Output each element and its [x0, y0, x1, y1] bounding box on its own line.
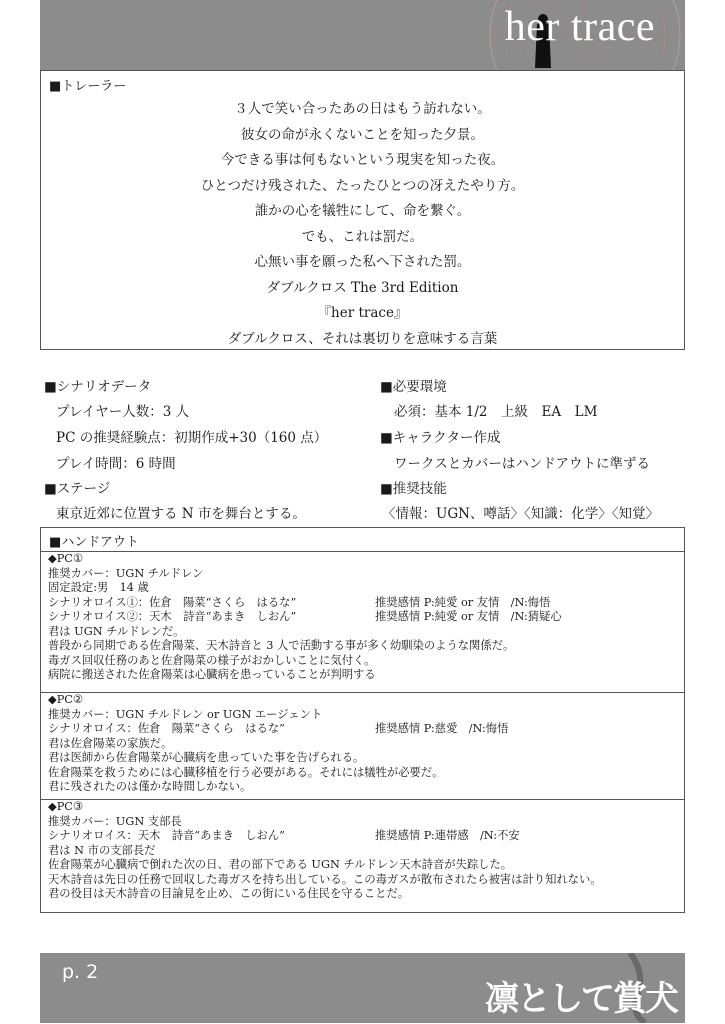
handout-row — [41, 800, 684, 815]
handout-row-text: 君は N 市の支部長だ — [48, 843, 156, 857]
document-title: her trace — [504, 4, 655, 50]
scenario-exp: PC の推奨経験点：初期作成+30（160 点） — [56, 430, 328, 446]
page-number: p. 2 — [62, 961, 99, 983]
scenario-heading: ■シナリオデータ — [44, 379, 152, 395]
character-text: ワークスとカバーはハンドアウトに準ずる — [394, 456, 650, 472]
handout-row — [41, 567, 684, 582]
handout-row — [41, 610, 684, 625]
skills-heading: ■推奨技能 — [380, 481, 447, 497]
stage-heading: ■ステージ — [44, 481, 111, 497]
recommended-emotion: 推奨感情 P:純愛 or 友情 /N:悔悟 — [375, 595, 551, 609]
trailer-line: 『her trace』 — [317, 305, 408, 321]
handout-row — [41, 596, 684, 611]
handout-row — [41, 625, 684, 640]
handout-row — [41, 815, 684, 830]
scenario-players: プレイヤー人数：3 人 — [56, 404, 190, 420]
handout-row — [41, 766, 684, 781]
trailer-line: ひとつだけ残された、たったひとつの冴えたやり方。 — [200, 177, 525, 194]
skills-text: 〈情報：UGN、噂話〉〈知識：化学〉〈知覚〉 — [382, 506, 659, 522]
trailer-line: ダブルクロス The 3rd Edition — [266, 279, 459, 296]
trailer-box — [40, 70, 685, 350]
trailer-text — [41, 97, 684, 352]
header-bar — [40, 0, 685, 70]
handout-row-text: 推奨カバー：UGN チルドレン — [48, 566, 204, 580]
recommended-emotion: 推奨感情 P:連帯感 /N:不安 — [375, 829, 520, 842]
trailer-line: 今できる事は何もないという現実を知った夜。 — [220, 152, 505, 168]
handout-row-text: 毒ガス回収任務のあと佐倉陽菜の様子がおかしいことに気付く。 — [48, 653, 376, 667]
handout-row-text: ◆PC② — [48, 693, 84, 706]
handout-row-text: シナリオロイス：佐倉 陽菜“さくら はるな” — [48, 722, 285, 735]
handout-row — [41, 887, 684, 902]
handout-row-text: ◆PC③ — [48, 800, 84, 813]
handout-row-text: 君の役目は天木詩音の目論見を止め、この街にいる住民を守ることだ。 — [48, 887, 410, 900]
trailer-line: ダブルクロス、それは裏切りを意味する言葉 — [227, 330, 498, 347]
handout-row — [41, 654, 684, 669]
handout-row — [41, 668, 684, 683]
handout-row — [41, 693, 684, 708]
handout-row-text: 君は UGN チルドレンだ。 — [48, 624, 185, 638]
pc-handout-2 — [41, 692, 684, 795]
environment-heading: ■必要環境 — [380, 379, 447, 395]
circle-logo: 凛として賞犬 — [485, 979, 677, 1019]
character-heading: ■キャラクター作成 — [380, 430, 501, 446]
pc-handout-3 — [41, 799, 684, 902]
footer-bar — [40, 953, 685, 1023]
handout-row-text: シナリオロイス：天木 詩音“あまき しおん” — [48, 829, 285, 842]
handout-row-text: 推奨カバー：UGN チルドレン or UGN エージェント — [48, 707, 323, 721]
environment-required: 必須：基本 1/2 上級 EA LM — [394, 404, 598, 420]
trailer-line: 心無い事を願った私へ下された罰。 — [254, 254, 471, 270]
handout-row-text: 佐倉陽菜が心臓病で倒れた次の日、君の部下である UGN チルドレン天木詩音が失踪した。 — [48, 858, 513, 871]
handout-row-text: 君に残されたのは僅かな時間しかない。 — [48, 780, 252, 793]
handout-row-text: 君は佐倉陽菜の家族だ。 — [48, 736, 173, 750]
handout-row — [41, 858, 684, 873]
trailer-line: でも、これは罰だ。 — [301, 228, 424, 245]
stage-text: 東京近郊に位置する N 市を舞台とする。 — [56, 506, 306, 522]
trailer-line: 誰かの心を犠牲にして、命を繋ぐ。 — [254, 203, 471, 219]
handout-row — [41, 552, 684, 567]
handout-row — [41, 873, 684, 888]
handout-heading: ■ハンドアウト — [49, 535, 139, 550]
handout-row — [41, 737, 684, 752]
recommended-emotion: 推奨感情 P:慈愛 /N:悔悟 — [375, 722, 509, 735]
trailer-line: 彼女の命が永くないことを知った夕景。 — [241, 126, 484, 143]
handout-row — [41, 708, 684, 723]
handout-row-text: 固定設定:男 14 歳 — [48, 581, 149, 594]
handout-row — [41, 829, 684, 844]
handout-box — [40, 527, 685, 913]
handout-row-text: 推奨カバー：UGN 支部長 — [48, 814, 182, 828]
handout-row — [41, 844, 684, 859]
handout-row-text: ◆PC① — [48, 552, 84, 565]
handout-row — [41, 722, 684, 737]
handout-row-text: 佐倉陽菜を救うためには心臓移植を行う必要がある。それには犠牲が必要だ。 — [48, 765, 444, 779]
handout-row-text: 病院に搬送された佐倉陽菜は心臓病を患っていることが判明する — [48, 668, 376, 681]
handout-row — [41, 751, 684, 766]
handout-row-text: シナリオロイス②：天木 詩音“あまき しおん” — [48, 610, 297, 623]
trailer-heading: ■トレーラー — [49, 79, 127, 94]
handout-row — [41, 639, 684, 654]
handout-row-text: 君は医師から佐倉陽菜が心臓病を患っていた事を告げられる。 — [48, 751, 365, 764]
trailer-line: ３人で笑い合ったあの日はもう訪れない。 — [234, 101, 491, 117]
recommended-emotion: 推奨感情 P:純愛 or 友情 /N:猜疑心 — [375, 610, 562, 623]
handout-row — [41, 780, 684, 795]
handout-row — [41, 581, 684, 596]
pc-handout-1 — [41, 551, 684, 683]
handout-row-text: 普段から同期である佐倉陽菜、天木詩音と 3 人で活動する事が多く幼馴染のような関係だ。 — [48, 639, 515, 652]
handout-row-text: 天木詩音は先日の任務で回収した毒ガスを持ち出している。この毒ガスが散布されたら被害は計り知れない。 — [48, 872, 602, 886]
handout-row-text: シナリオロイス①：佐倉 陽菜“さくら はるな” — [48, 595, 297, 609]
scenario-time: プレイ時間：6 時間 — [56, 456, 176, 472]
